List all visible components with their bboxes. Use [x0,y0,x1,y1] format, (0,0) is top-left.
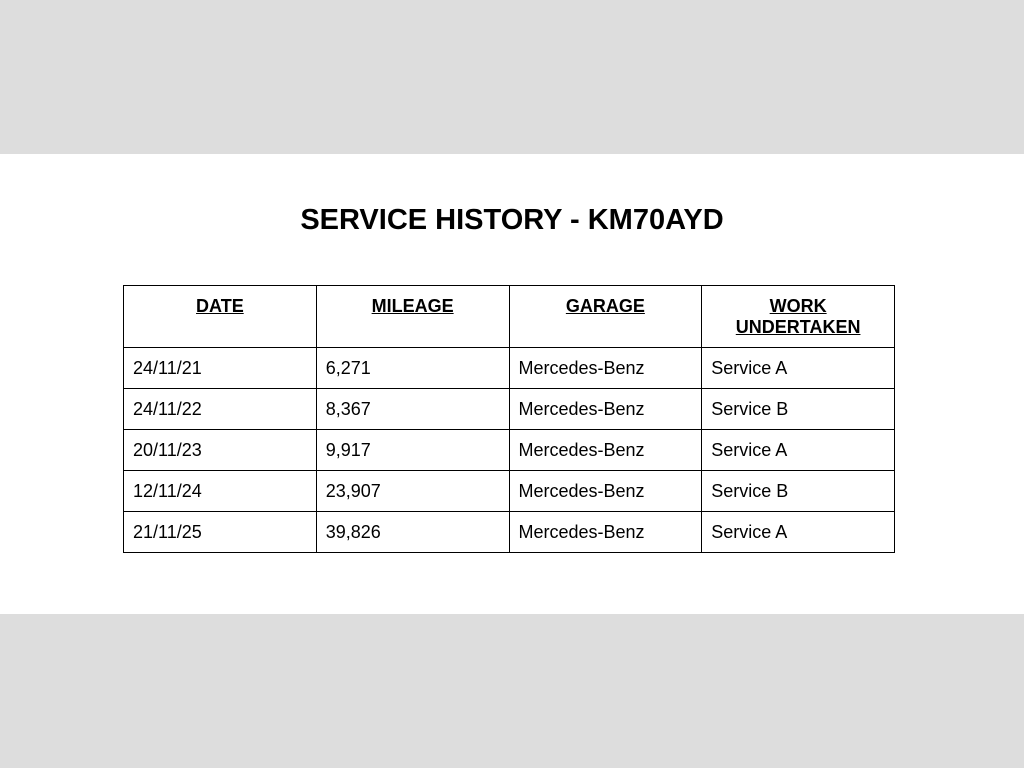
cell-mileage: 23,907 [316,471,509,512]
service-history-table [123,285,895,553]
table-row [124,389,895,430]
cell-work: Service A [702,512,895,553]
slide [0,154,1024,614]
cell-work: Service A [702,430,895,471]
cell-date: 24/11/21 [124,348,317,389]
cell-mileage: 39,826 [316,512,509,553]
cell-garage: Mercedes-Benz [509,430,702,471]
cell-work: Service B [702,389,895,430]
table-row [124,471,895,512]
cell-work: Service B [702,471,895,512]
cell-garage: Mercedes-Benz [509,512,702,553]
cell-garage: Mercedes-Benz [509,471,702,512]
cell-work: Service A [702,348,895,389]
cell-mileage: 9,917 [316,430,509,471]
page-title: SERVICE HISTORY - KM70AYD [300,204,724,236]
cell-date: 21/11/25 [124,512,317,553]
cell-mileage: 6,271 [316,348,509,389]
cell-date: 12/11/24 [124,471,317,512]
cell-date: 20/11/23 [124,430,317,471]
table-row [124,430,895,471]
table-row [124,348,895,389]
header-date: DATE [124,286,317,348]
cell-garage: Mercedes-Benz [509,389,702,430]
header-work-undertaken: WORK UNDERTAKEN [702,286,895,348]
header-garage: GARAGE [509,286,702,348]
table-row [124,512,895,553]
cell-garage: Mercedes-Benz [509,348,702,389]
header-mileage: MILEAGE [316,286,509,348]
table-header-row [124,286,895,348]
cell-mileage: 8,367 [316,389,509,430]
cell-date: 24/11/22 [124,389,317,430]
